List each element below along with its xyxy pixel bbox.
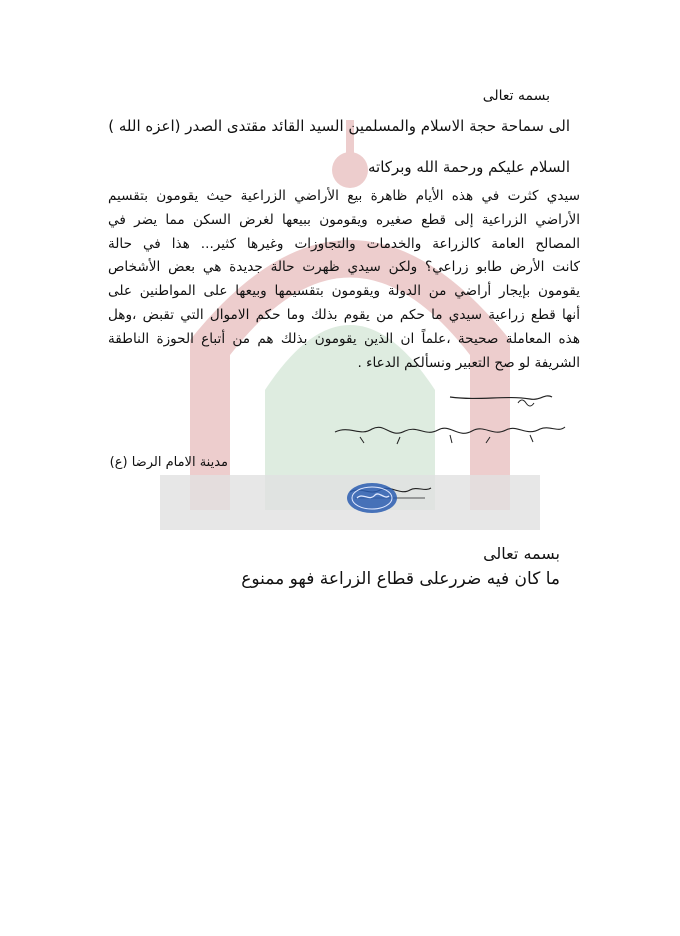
- body-line: هذه المعاملة صحيحة ،علماً ان الذين يقومون بذلك هم من أتباع الحوزة الناطقة: [108, 330, 580, 347]
- body-line: الأراضي الزراعية إلى قطع صغيره ويقومون ببيعها لغرض السكن مما يضر في: [108, 211, 580, 228]
- sender-location: مدينة الامام الرضا (ع): [109, 455, 228, 470]
- handwritten-signature: [330, 387, 570, 457]
- letter-addressee: الى سماحة حجة الاسلام والمسلمين السيد القائد مقتدى الصدر (اعزه الله ): [108, 117, 570, 135]
- body-line: أنها قطع زراعية سيدي ما حكم من يقوم بذلك وما حكم الاموال التي تقبض ،وهل: [108, 306, 580, 323]
- letter-greeting: السلام عليكم ورحمة الله وبركاته: [368, 158, 570, 176]
- office-seal-stamp: [345, 480, 400, 515]
- letter-body: [108, 185, 580, 375]
- body-line: سيدي كثرت في هذه الأيام ظاهرة بيع الأراضي الزراعية حيث يقومون بتقسيم: [108, 188, 580, 204]
- body-line: الشريفة لو صح التعبير ونسألكم الدعاء .: [357, 354, 580, 371]
- body-line: كانت الأرض طابو زراعي؟ ولكن سيدي ظهرت حالة جديدة هي بعض الأشخاص: [108, 259, 580, 276]
- body-line: يقومون بإيجار أراضي من الدولة ويقومون بتقسيمها وبيعها على المواطنين على: [108, 283, 580, 300]
- body-line: المصالح العامة كالزراعة والخدمات والتجاوزات وغيرها كثير... هذا في حالة: [108, 235, 580, 252]
- letter-basmala: بسمه تعالى: [482, 88, 550, 104]
- reply-ruling: ما كان فيه ضررعلى قطاع الزراعة فهو ممنوع: [241, 569, 560, 589]
- reply-basmala: بسمه تعالى: [483, 544, 560, 563]
